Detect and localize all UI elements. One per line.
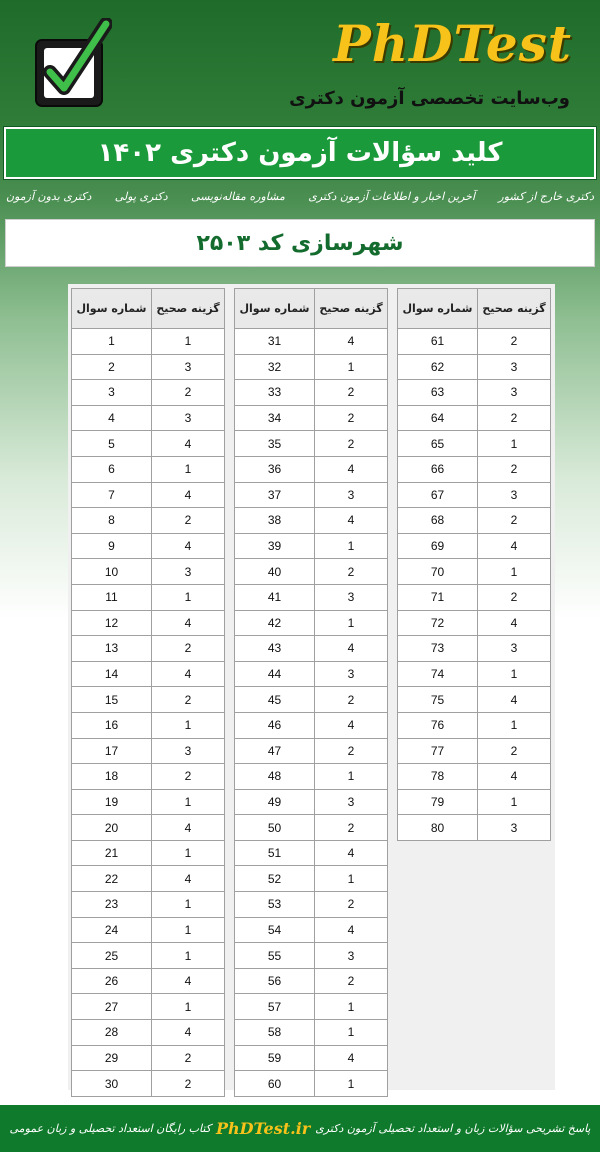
table-row: [398, 329, 551, 355]
answer-key-area: [68, 284, 555, 1090]
table-row: [235, 712, 388, 738]
question-number: 56: [235, 968, 315, 994]
table-row: [398, 815, 551, 841]
question-number: 26: [72, 968, 152, 994]
correct-answer: 4: [152, 1020, 225, 1046]
question-number: 24: [72, 917, 152, 943]
correct-answer: 2: [152, 687, 225, 713]
table-row: [72, 1071, 225, 1097]
correct-answer: 1: [152, 892, 225, 918]
correct-answer: 1: [478, 712, 551, 738]
correct-answer: 3: [478, 482, 551, 508]
table-row: [235, 456, 388, 482]
exam-subtitle: شهرسازی کد ۲۵۰۳: [5, 219, 595, 267]
correct-answer: 2: [152, 508, 225, 534]
correct-answer: 1: [478, 661, 551, 687]
brand-logo[interactable]: PhDTest: [333, 14, 572, 73]
header-answer: گزینه صحیح: [478, 289, 551, 329]
table-row: [235, 866, 388, 892]
answer-table-1: [71, 288, 225, 1097]
correct-answer: 4: [315, 917, 388, 943]
question-number: 65: [398, 431, 478, 457]
table-row: [72, 1045, 225, 1071]
table-row: [235, 533, 388, 559]
table-row: [235, 687, 388, 713]
question-number: 79: [398, 789, 478, 815]
correct-answer: 4: [315, 508, 388, 534]
correct-answer: 2: [315, 559, 388, 585]
question-number: 34: [235, 405, 315, 431]
question-number: 55: [235, 943, 315, 969]
table-row: [72, 380, 225, 406]
table-row: [72, 533, 225, 559]
correct-answer: 1: [315, 1020, 388, 1046]
question-number: 51: [235, 840, 315, 866]
question-number: 43: [235, 636, 315, 662]
correct-answer: 2: [152, 636, 225, 662]
answer-table-2: [234, 288, 388, 1097]
correct-answer: 4: [315, 636, 388, 662]
question-number: 13: [72, 636, 152, 662]
correct-answer: 4: [315, 456, 388, 482]
question-number: 3: [72, 380, 152, 406]
correct-answer: 1: [315, 1071, 388, 1097]
table-row: [235, 431, 388, 457]
footer-banner[interactable]: [0, 1105, 600, 1152]
correct-answer: 2: [315, 815, 388, 841]
question-number: 64: [398, 405, 478, 431]
correct-answer: 3: [478, 380, 551, 406]
question-number: 10: [72, 559, 152, 585]
question-number: 18: [72, 764, 152, 790]
question-number: 32: [235, 354, 315, 380]
table-row: [72, 892, 225, 918]
correct-answer: 4: [478, 610, 551, 636]
correct-answer: 1: [315, 610, 388, 636]
table-row: [235, 917, 388, 943]
question-number: 12: [72, 610, 152, 636]
nav-link-article-consulting[interactable]: مشاوره مقاله‌نویسی: [191, 190, 285, 203]
question-number: 73: [398, 636, 478, 662]
question-number: 39: [235, 533, 315, 559]
question-number: 53: [235, 892, 315, 918]
table-row: [235, 789, 388, 815]
correct-answer: 1: [478, 559, 551, 585]
table-row: [72, 482, 225, 508]
nav-links: [0, 190, 600, 216]
question-number: 4: [72, 405, 152, 431]
table-row: [398, 380, 551, 406]
question-number: 52: [235, 866, 315, 892]
table-row: [72, 764, 225, 790]
table-row: [72, 508, 225, 534]
table-row: [398, 687, 551, 713]
correct-answer: 2: [478, 405, 551, 431]
question-number: 22: [72, 866, 152, 892]
correct-answer: 4: [315, 1045, 388, 1071]
question-number: 14: [72, 661, 152, 687]
table-row: [235, 968, 388, 994]
header: [0, 0, 600, 125]
correct-answer: 2: [152, 1071, 225, 1097]
correct-answer: 1: [152, 329, 225, 355]
correct-answer: 2: [315, 380, 388, 406]
question-number: 40: [235, 559, 315, 585]
question-number: 27: [72, 994, 152, 1020]
question-number: 46: [235, 712, 315, 738]
correct-answer: 3: [478, 815, 551, 841]
question-number: 11: [72, 584, 152, 610]
table-row: [398, 482, 551, 508]
table-row: [235, 559, 388, 585]
correct-answer: 3: [152, 354, 225, 380]
table-row: [72, 456, 225, 482]
correct-answer: 1: [478, 789, 551, 815]
question-number: 8: [72, 508, 152, 534]
table-row: [235, 610, 388, 636]
table-row: [72, 559, 225, 585]
question-number: 36: [235, 456, 315, 482]
table-row: [398, 431, 551, 457]
correct-answer: 2: [315, 431, 388, 457]
question-number: 47: [235, 738, 315, 764]
table-row: [235, 1020, 388, 1046]
question-number: 19: [72, 789, 152, 815]
correct-answer: 4: [152, 968, 225, 994]
table-row: [398, 584, 551, 610]
question-number: 66: [398, 456, 478, 482]
correct-answer: 2: [315, 892, 388, 918]
question-number: 62: [398, 354, 478, 380]
question-number: 37: [235, 482, 315, 508]
correct-answer: 4: [315, 712, 388, 738]
question-number: 41: [235, 584, 315, 610]
correct-answer: 2: [478, 584, 551, 610]
question-number: 76: [398, 712, 478, 738]
correct-answer: 1: [152, 584, 225, 610]
question-number: 75: [398, 687, 478, 713]
nav-link-paid[interactable]: دکتری پولی: [114, 190, 168, 203]
question-number: 74: [398, 661, 478, 687]
table-row: [235, 508, 388, 534]
table-row: [398, 354, 551, 380]
question-number: 5: [72, 431, 152, 457]
table-row: [398, 559, 551, 585]
correct-answer: 2: [478, 456, 551, 482]
correct-answer: 2: [315, 687, 388, 713]
correct-answer: 2: [152, 764, 225, 790]
question-number: 49: [235, 789, 315, 815]
question-number: 54: [235, 917, 315, 943]
question-number: 78: [398, 764, 478, 790]
header-question: شماره سوال: [235, 289, 315, 329]
question-number: 6: [72, 456, 152, 482]
question-number: 77: [398, 738, 478, 764]
table-row: [235, 943, 388, 969]
table-row: [72, 329, 225, 355]
question-number: 48: [235, 764, 315, 790]
correct-answer: 4: [478, 764, 551, 790]
table-row: [235, 661, 388, 687]
table-row: [235, 354, 388, 380]
table-row: [72, 354, 225, 380]
table-row: [72, 584, 225, 610]
question-number: 45: [235, 687, 315, 713]
correct-answer: 1: [315, 866, 388, 892]
question-number: 72: [398, 610, 478, 636]
correct-answer: 4: [315, 329, 388, 355]
table-row: [72, 661, 225, 687]
question-number: 67: [398, 482, 478, 508]
correct-answer: 4: [152, 431, 225, 457]
correct-answer: 1: [152, 840, 225, 866]
question-number: 70: [398, 559, 478, 585]
table-row: [235, 815, 388, 841]
correct-answer: 4: [478, 533, 551, 559]
nav-link-no-exam[interactable]: دکتری بدون آزمون: [6, 190, 92, 203]
table-row: [235, 1045, 388, 1071]
correct-answer: 1: [315, 994, 388, 1020]
correct-answer: 4: [152, 815, 225, 841]
table-row: [72, 789, 225, 815]
correct-answer: 2: [152, 380, 225, 406]
correct-answer: 2: [478, 329, 551, 355]
correct-answer: 3: [315, 661, 388, 687]
table-row: [398, 661, 551, 687]
table-row: [398, 712, 551, 738]
question-number: 58: [235, 1020, 315, 1046]
table-row: [235, 1071, 388, 1097]
question-number: 25: [72, 943, 152, 969]
correct-answer: 1: [152, 712, 225, 738]
question-number: 35: [235, 431, 315, 457]
question-number: 60: [235, 1071, 315, 1097]
question-number: 33: [235, 380, 315, 406]
correct-answer: 1: [315, 764, 388, 790]
table-row: [398, 508, 551, 534]
table-row: [398, 636, 551, 662]
footer-left-text: پاسخ تشریحی سؤالات زبان و استعداد تحصیلی آزمون دکتری: [315, 1122, 591, 1135]
table-row: [72, 815, 225, 841]
checkmark-icon[interactable]: [32, 18, 112, 110]
correct-answer: 4: [315, 840, 388, 866]
header-question: شماره سوال: [72, 289, 152, 329]
question-number: 9: [72, 533, 152, 559]
question-number: 2: [72, 354, 152, 380]
table-row: [72, 968, 225, 994]
answer-table-3: [397, 288, 551, 841]
question-number: 20: [72, 815, 152, 841]
correct-answer: 2: [152, 1045, 225, 1071]
table-row: [235, 892, 388, 918]
table-row: [235, 329, 388, 355]
question-number: 21: [72, 840, 152, 866]
correct-answer: 3: [315, 789, 388, 815]
table-row: [398, 405, 551, 431]
correct-answer: 3: [152, 738, 225, 764]
correct-answer: 4: [152, 482, 225, 508]
correct-answer: 3: [152, 405, 225, 431]
correct-answer: 1: [315, 533, 388, 559]
question-number: 71: [398, 584, 478, 610]
header-answer: گزینه صحیح: [315, 289, 388, 329]
table-row: [72, 994, 225, 1020]
question-number: 15: [72, 687, 152, 713]
correct-answer: 4: [152, 866, 225, 892]
table-row: [398, 789, 551, 815]
footer-brand[interactable]: PhDTest.ir: [215, 1119, 311, 1138]
table-row: [398, 738, 551, 764]
header-question: شماره سوال: [398, 289, 478, 329]
correct-answer: 1: [152, 789, 225, 815]
table-row: [72, 943, 225, 969]
question-number: 50: [235, 815, 315, 841]
question-number: 68: [398, 508, 478, 534]
correct-answer: 3: [152, 559, 225, 585]
table-row: [235, 738, 388, 764]
question-number: 30: [72, 1071, 152, 1097]
question-number: 7: [72, 482, 152, 508]
correct-answer: 2: [315, 738, 388, 764]
table-row: [235, 994, 388, 1020]
correct-answer: 1: [152, 456, 225, 482]
correct-answer: 1: [315, 354, 388, 380]
table-row: [72, 917, 225, 943]
footer-right-text: کتاب رایگان استعداد تحصیلی و زبان عمومی: [9, 1122, 211, 1135]
question-number: 23: [72, 892, 152, 918]
question-number: 44: [235, 661, 315, 687]
question-number: 57: [235, 994, 315, 1020]
question-number: 1: [72, 329, 152, 355]
question-number: 31: [235, 329, 315, 355]
question-number: 38: [235, 508, 315, 534]
table-row: [398, 533, 551, 559]
table-row: [72, 866, 225, 892]
question-number: 69: [398, 533, 478, 559]
table-row: [72, 431, 225, 457]
table-row: [72, 840, 225, 866]
question-number: 42: [235, 610, 315, 636]
table-row: [235, 405, 388, 431]
question-number: 59: [235, 1045, 315, 1071]
question-number: 63: [398, 380, 478, 406]
correct-answer: 2: [478, 508, 551, 534]
correct-answer: 1: [478, 431, 551, 457]
table-row: [235, 380, 388, 406]
nav-link-abroad[interactable]: دکتری خارج از کشور: [498, 190, 594, 203]
correct-answer: 4: [152, 610, 225, 636]
table-row: [72, 712, 225, 738]
correct-answer: 4: [478, 687, 551, 713]
table-row: [235, 840, 388, 866]
table-row: [72, 738, 225, 764]
question-number: 16: [72, 712, 152, 738]
table-row: [235, 584, 388, 610]
table-row: [72, 610, 225, 636]
correct-answer: 4: [152, 533, 225, 559]
correct-answer: 4: [152, 661, 225, 687]
table-row: [398, 456, 551, 482]
correct-answer: 1: [152, 943, 225, 969]
page-title: کلید سؤالات آزمون دکتری ۱۴۰۲: [4, 127, 596, 179]
correct-answer: 3: [478, 636, 551, 662]
correct-answer: 3: [478, 354, 551, 380]
correct-answer: 2: [315, 968, 388, 994]
table-row: [235, 764, 388, 790]
table-row: [235, 636, 388, 662]
tagline: وب‌سایت تخصصی آزمون دکتری: [289, 88, 570, 109]
table-row: [235, 482, 388, 508]
question-number: 80: [398, 815, 478, 841]
table-row: [398, 610, 551, 636]
table-row: [72, 687, 225, 713]
table-row: [72, 1020, 225, 1046]
table-row: [398, 764, 551, 790]
correct-answer: 1: [152, 917, 225, 943]
correct-answer: 1: [152, 994, 225, 1020]
table-row: [72, 636, 225, 662]
correct-answer: 3: [315, 943, 388, 969]
header-answer: گزینه صحیح: [152, 289, 225, 329]
question-number: 61: [398, 329, 478, 355]
correct-answer: 2: [315, 405, 388, 431]
correct-answer: 3: [315, 482, 388, 508]
table-row: [72, 405, 225, 431]
correct-answer: 2: [478, 738, 551, 764]
nav-link-latest-news[interactable]: آخرین اخبار و اطلاعات آزمون دکتری: [308, 190, 476, 203]
question-number: 29: [72, 1045, 152, 1071]
correct-answer: 3: [315, 584, 388, 610]
question-number: 28: [72, 1020, 152, 1046]
question-number: 17: [72, 738, 152, 764]
